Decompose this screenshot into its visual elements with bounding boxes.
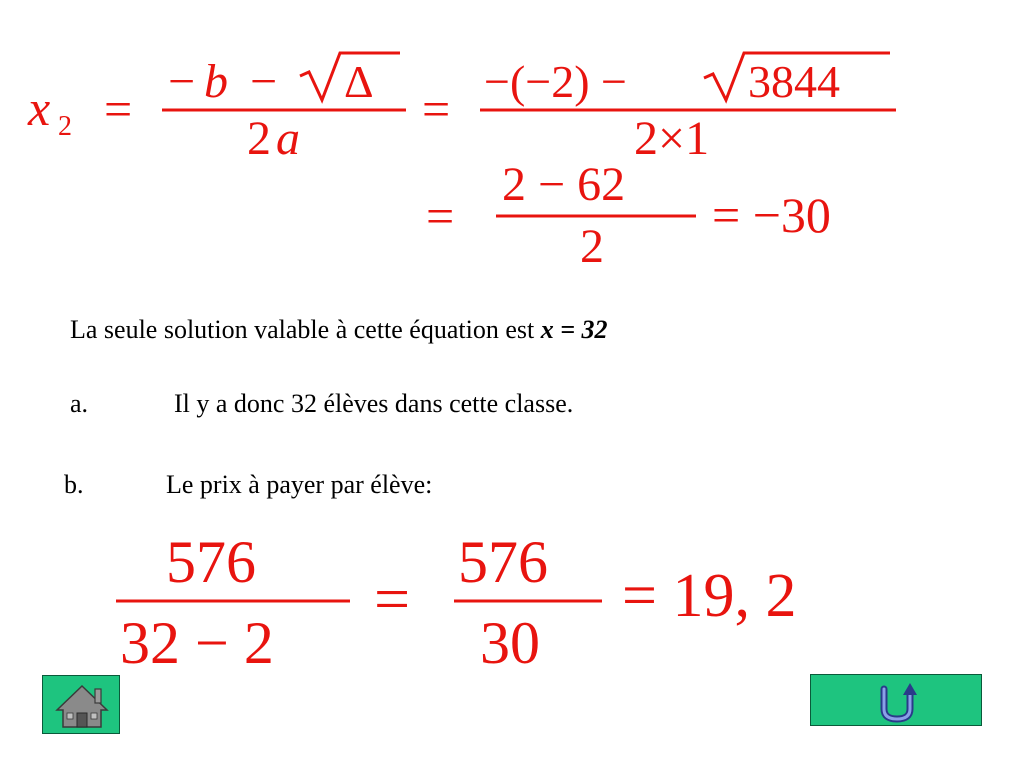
conclusion-text: La seule solution valable à cette équation est — [70, 315, 541, 344]
price-numerator-1: 576 — [166, 529, 256, 595]
item-b-letter: b. — [64, 470, 84, 499]
denominator-2: 2 — [247, 112, 271, 165]
equals-sign-3: = — [426, 188, 455, 244]
item-b-text: Le prix à payer par élève: — [166, 470, 433, 499]
x2-formula — [0, 0, 1024, 290]
return-arrow-icon — [811, 675, 983, 727]
a-variable: a — [276, 112, 300, 165]
minus-sign-1: − — [168, 55, 196, 108]
home-button[interactable] — [42, 675, 120, 734]
result-minus-30: = −30 — [712, 187, 831, 243]
radicand-3844: 3844 — [748, 56, 840, 107]
delta-symbol: Δ — [344, 56, 374, 107]
equals-sign-2: = — [422, 81, 451, 137]
price-result: = 19, 2 — [622, 562, 797, 630]
price-equals-1: = — [374, 563, 411, 634]
conclusion-line — [70, 315, 608, 345]
numerator-2-minus-62: 2 − 62 — [502, 158, 626, 211]
numerator-2-prefix: −(−2) − — [484, 56, 627, 107]
price-denominator-1: 32 − 2 — [120, 610, 274, 676]
return-button[interactable] — [810, 674, 982, 726]
denominator-2x1: 2×1 — [634, 112, 710, 165]
denominator-2-line3: 2 — [580, 220, 604, 273]
item-a-letter: a. — [70, 389, 89, 418]
equals-sign-1: = — [104, 81, 133, 137]
minus-sign-2: − — [250, 55, 278, 108]
price-denominator-2: 30 — [480, 610, 540, 676]
conclusion-answer: x = 32 — [540, 315, 608, 344]
b-variable: b — [204, 55, 228, 108]
item-a-text: Il y a donc 32 élèves dans cette classe. — [174, 389, 574, 418]
x-variable: x — [28, 80, 51, 136]
price-numerator-2: 576 — [458, 529, 548, 595]
home-icon — [43, 676, 121, 735]
subscript-2: 2 — [58, 111, 72, 142]
